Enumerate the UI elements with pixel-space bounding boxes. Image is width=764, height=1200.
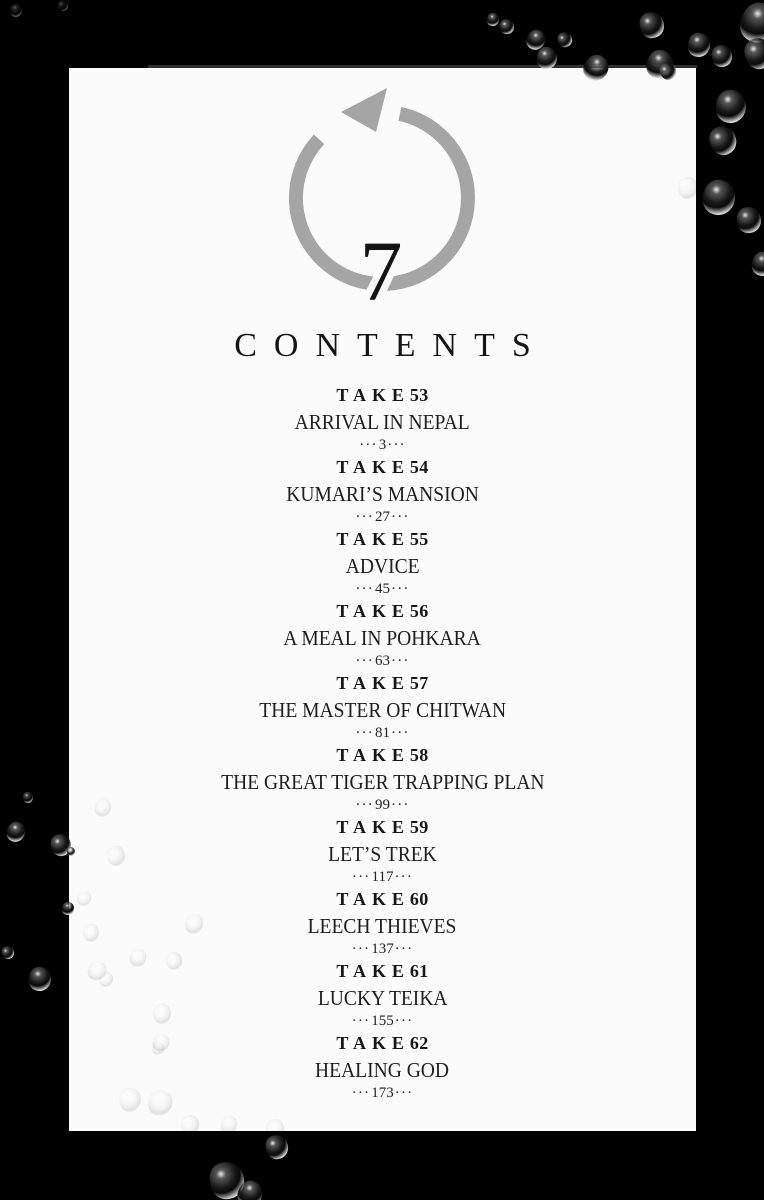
take-number: 61	[409, 961, 429, 981]
take-word: TAKE	[336, 961, 410, 981]
leader-dots: ···	[351, 1085, 371, 1101]
page-number: 137	[371, 941, 394, 957]
take-number: 56	[409, 601, 429, 621]
water-droplet	[499, 18, 515, 36]
leader-dots: ···	[355, 509, 374, 525]
take-word: TAKE	[336, 601, 410, 621]
leader-dots: ···	[391, 725, 410, 741]
page-number: 81	[375, 725, 390, 741]
toc-entry	[69, 887, 696, 959]
entry-take-line	[69, 743, 696, 768]
entry-page-line	[69, 796, 696, 815]
toc-entry	[69, 671, 696, 743]
water-droplet	[263, 1133, 291, 1162]
entry-take-line	[69, 887, 696, 912]
water-droplet	[67, 847, 75, 856]
entry-title: LUCKY TEIKA	[317, 986, 448, 1010]
take-word: TAKE	[336, 745, 410, 765]
entry-title: ARRIVAL IN NEPAL	[294, 410, 471, 434]
leader-dots: ···	[391, 797, 410, 813]
water-droplet	[706, 122, 741, 158]
entry-take-line	[69, 383, 696, 408]
leader-dots: ···	[355, 797, 374, 813]
toc-entry	[69, 743, 696, 815]
water-droplet	[699, 177, 739, 219]
take-number: 53	[409, 385, 429, 405]
entry-title: A MEAL IN POHKARA	[283, 626, 482, 650]
page-number: 27	[375, 509, 390, 525]
water-droplet	[555, 30, 574, 50]
entry-take-line	[69, 455, 696, 480]
entry-title: THE GREAT TIGER TRAPPING PLAN	[220, 770, 545, 794]
entry-take-line	[69, 815, 696, 840]
page-number: 117	[371, 869, 394, 885]
toc-entry	[69, 815, 696, 887]
entry-page-line	[69, 580, 696, 599]
entry-page-line	[69, 940, 696, 959]
water-droplet	[179, 1113, 202, 1137]
entry-page-line	[69, 724, 696, 743]
take-number: 54	[409, 457, 429, 477]
entry-title: KUMARI’S MANSION	[286, 482, 479, 506]
leader-dots: ···	[394, 1085, 414, 1101]
leader-dots: ···	[355, 725, 374, 741]
entry-title-line	[69, 1056, 696, 1084]
take-word: TAKE	[336, 889, 410, 909]
water-droplet	[714, 88, 748, 125]
entry-title-line	[69, 912, 696, 940]
entry-title-line	[69, 624, 696, 652]
water-droplet	[4, 819, 28, 844]
entry-take-line	[69, 599, 696, 624]
entry-title: ADVICE	[345, 554, 420, 578]
entry-take-line	[69, 959, 696, 984]
entry-page-line	[69, 508, 696, 527]
entry-take-line	[69, 527, 696, 552]
contents-heading: CONTENTS	[234, 327, 548, 364]
leader-dots: ···	[394, 941, 414, 957]
arrowhead-icon	[341, 88, 387, 132]
water-droplet	[736, 206, 762, 234]
toc-entry	[69, 527, 696, 599]
page-number: 45	[375, 581, 390, 597]
take-word: TAKE	[336, 457, 410, 477]
page-number: 155	[371, 1013, 394, 1029]
take-number: 60	[409, 889, 429, 909]
entry-title-line	[69, 696, 696, 724]
entry-title-line	[69, 552, 696, 580]
entry-title: LEECH THIEVES	[308, 914, 457, 938]
toc-entry	[69, 599, 696, 671]
leader-dots: ···	[355, 581, 374, 597]
page-number: 63	[375, 653, 390, 669]
take-word: TAKE	[336, 529, 410, 549]
take-word: TAKE	[336, 1033, 410, 1053]
volume-number: 7	[359, 223, 403, 319]
entry-title: LET’S TREK	[328, 842, 437, 866]
take-word: TAKE	[336, 673, 410, 693]
entry-title-line	[69, 840, 696, 868]
water-droplet	[27, 965, 53, 993]
entry-page-line	[69, 436, 696, 455]
water-droplet	[749, 249, 764, 279]
toc-paper	[69, 68, 696, 1131]
leader-dots: ···	[355, 653, 374, 669]
water-droplet	[686, 31, 713, 59]
toc-entry	[69, 455, 696, 527]
page-number: 173	[371, 1085, 394, 1101]
page-number: 3	[378, 437, 387, 453]
water-droplet	[56, 0, 69, 12]
water-droplet	[9, 3, 23, 18]
entry-title-line	[69, 768, 696, 796]
entry-title-line	[69, 408, 696, 436]
water-droplet	[711, 44, 734, 69]
water-droplet	[220, 1115, 239, 1135]
take-number: 55	[409, 529, 429, 549]
leader-dots: ···	[394, 869, 414, 885]
water-droplet	[485, 12, 500, 28]
water-droplet	[741, 34, 764, 72]
take-word: TAKE	[336, 385, 410, 405]
entry-page-line	[69, 652, 696, 671]
entry-page-line	[69, 868, 696, 887]
toc-entry	[69, 383, 696, 455]
leader-dots: ···	[351, 1013, 371, 1029]
entry-title: THE MASTER OF CHITWAN	[259, 698, 506, 722]
leader-dots: ···	[351, 941, 371, 957]
leader-dots: ···	[391, 581, 410, 597]
take-word: TAKE	[336, 817, 410, 837]
water-droplet	[637, 9, 667, 41]
page-number: 99	[375, 797, 390, 813]
leader-dots: ···	[391, 653, 410, 669]
entry-title: HEALING GOD	[315, 1058, 450, 1082]
leader-dots: ···	[359, 437, 378, 453]
take-number: 57	[409, 673, 429, 693]
toc-entries	[69, 383, 696, 1103]
volume-logo	[69, 68, 696, 320]
leader-dots: ···	[387, 437, 406, 453]
entry-title-line	[69, 480, 696, 508]
water-droplet	[23, 792, 33, 803]
leader-dots: ···	[351, 869, 371, 885]
leader-dots: ···	[391, 509, 410, 525]
take-number: 59	[409, 817, 429, 837]
water-droplet	[0, 944, 16, 960]
take-number: 58	[409, 745, 429, 765]
entry-take-line	[69, 671, 696, 696]
leader-dots: ···	[394, 1013, 414, 1029]
take-number: 62	[409, 1033, 429, 1053]
